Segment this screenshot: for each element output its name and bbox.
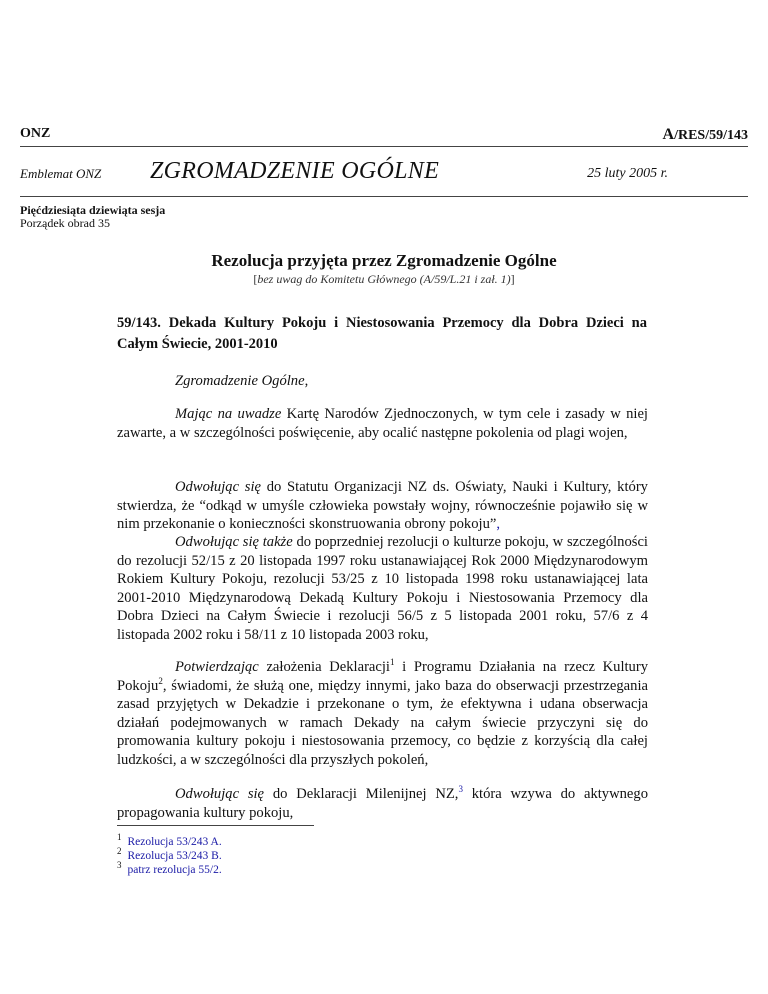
p0-italic: Zgromadzenie Ogólne (175, 373, 305, 389)
paragraph-2 (117, 478, 648, 534)
footnote-2-text[interactable]: Rezolucja 53/243 B. (127, 849, 222, 862)
p2-rest: do Statutu Organizacji NZ ds. Oświaty, Nauki i Kultury, który stwierdza, że “odkąd w umyśle człowieka powstały wojny, równocześnie pojawiło się w nim przekonanie o konieczności skonstruowania obrony pokoju” (117, 479, 648, 532)
footnote-1-number: 1 (117, 832, 122, 842)
subtitle-text: bez uwag do Komitetu Głównego (A/59/L.21 i zał. 1) (257, 272, 511, 286)
resolution-title: Rezolucja przyjęta przez Zgromadzenie Ogólne (211, 251, 557, 270)
footnote-3-number: 3 (117, 860, 122, 870)
footnote-3 (117, 859, 222, 877)
p4-italic: Potwierdzając (175, 659, 259, 675)
p4-c: , świadomi, że służą one, między innymi, jako baza do obserwacji przestrzegania zasad przyjętych w Dekadzie i przekonane o tym, że efektywna i udana obserwacja działań podejmowanych w ramach Dekady na całym świecie przyczyni się do promowania kultury pokoju i niestosowania przemocy, co będzie z korzyścią dla całej ludzkości, a w szczególności dla przyszłych pokoleń, (117, 677, 648, 768)
agenda-label: Porządek obrad 35 (20, 216, 110, 230)
subtitle-open-bracket: [ (253, 272, 258, 286)
footnote-3-text[interactable]: patrz rezolucja 55/2. (127, 863, 222, 876)
p5-b: która wzywa do aktywnego propagowania kultury pokoju, (117, 786, 648, 821)
paragraph-1 (117, 405, 648, 442)
p5-a: do Deklaracji Milenijnej NZ, (264, 786, 459, 802)
subtitle-close-bracket: ] (510, 272, 515, 286)
header-bottom-rule (20, 196, 748, 197)
document-symbol-rest: /RES/59/143 (674, 128, 748, 143)
paragraph-4 (117, 658, 648, 769)
p5-italic: Odwołując się (175, 786, 265, 802)
p3-rest: do poprzedniej rezolucji o kulturze pokoju, w szczególności do rezolucji 52/15 z 20 listopada 1997 roku ustanawiającej Rok 2000 Międzynarodowym Rokiem Kultury Pokoju, rezolucji 53/25 z 10 listopada 1998 roku ustanawiającej lata 2001-2010 Międzynarodową Dekadą Kultury Pokoju i Niestosowania Przemocy dla Dobra Dzieci na Całym Świecie i rezolucji 56/5 z 5 listopada 2001 roku, 57/6 z 4 listopada 2002 roku i 58/11 z 10 listopada 2003 roku, (117, 534, 648, 643)
p2-end: , (496, 516, 501, 532)
p2-italic: Odwołując się (175, 479, 261, 495)
paragraph-3 (117, 533, 648, 644)
footnote-ref-3[interactable]: 3 (458, 784, 463, 795)
session-label: Pięćdziesiąta dziewiąta sesja (20, 203, 166, 217)
paragraph-0 (117, 372, 648, 391)
footnote-separator (117, 825, 314, 826)
p1-rest: Kartę Narodów Zjednoczonych, w tym cele i zasady w niej zawarte, a w szczególności poświęcenie, aby ocalić następne pokolenia od plagi wojen, (117, 406, 648, 441)
p3-italic: Odwołując się także (175, 534, 293, 550)
resolution-heading: 59/143. Dekada Kultury Pokoju i Niestosowania Przemocy dla Dobra Dzieci na Całym Świecie, 2001-2010 (117, 315, 647, 352)
assembly-title: ZGROMADZENIE OGÓLNE (150, 158, 440, 184)
p4-a: założenia Deklaracji (258, 659, 390, 675)
document-symbol-prefix: A (662, 126, 675, 143)
org-label: ONZ (20, 126, 51, 141)
un-emblem-placeholder: Emblemat ONZ (20, 166, 102, 181)
p1-italic: Mając na uwadze (175, 406, 282, 422)
document-date: 25 luty 2005 r. (587, 166, 668, 181)
p4-b: i Programu Działania na rzecz Kultury Pokoju (117, 659, 649, 694)
p0-rest: , (304, 373, 309, 389)
footnote-ref-2[interactable]: 2 (158, 675, 163, 686)
footnote-ref-1[interactable]: 1 (390, 657, 395, 668)
footnote-2-number: 2 (117, 846, 122, 856)
resolution-subtitle (0, 272, 768, 287)
header-top-rule (20, 146, 748, 147)
paragraph-5 (117, 785, 648, 822)
document-symbol (663, 126, 748, 144)
footnote-1-text[interactable]: Rezolucja 53/243 A. (127, 835, 222, 848)
